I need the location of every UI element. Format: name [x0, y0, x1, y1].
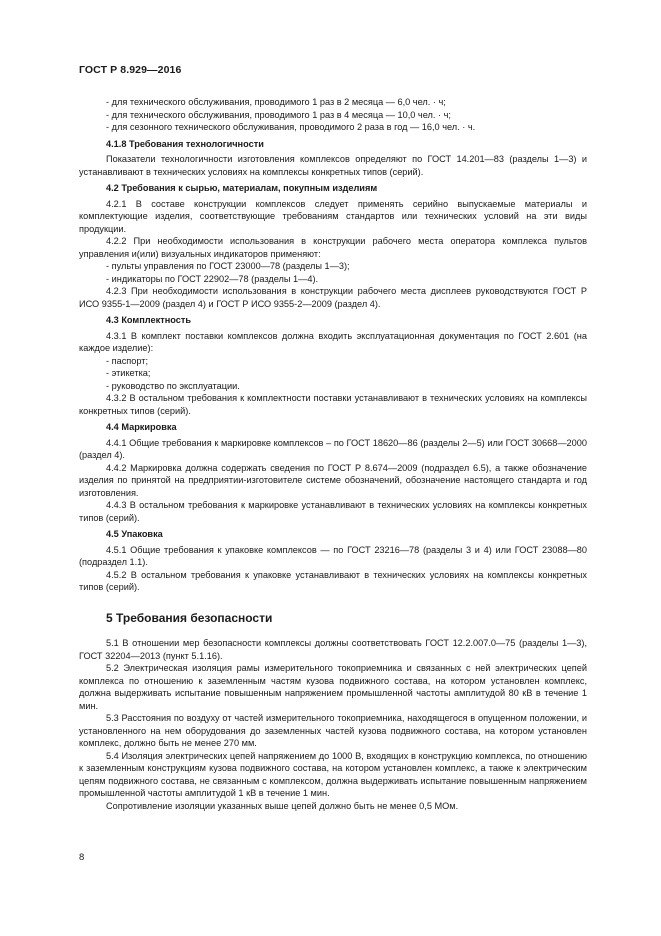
list-item: - для технического обслуживания, проводимого 1 раз в 4 месяца — 10,0 чел. · ч;	[106, 109, 451, 120]
paragraph-4-2-2: 4.2.2 При необходимости использования в конструкции рабочего места оператора комплекса пультов управления и(или) визуальных индикаторов применяют:	[79, 236, 587, 259]
list-item: - для сезонного технического обслуживания, проводимого 2 раза в год — 16,0 чел. · ч.	[106, 122, 476, 132]
paragraph-4-5-2: 4.5.2 В остальном требования к упаковке устанавливают в технических условиях на комплексы конкретных типов (серий).	[79, 569, 587, 592]
list-item: - паспорт;	[106, 355, 149, 366]
paragraph-4-2-3: 4.2.3 При необходимости использования в конструкции рабочего места дисплеев руководствуются ГОСТ Р ИСО 9355-1—2009 (раздел 4) и ГОСТ Р ИСО 9355-2—2009 (раздел 4).	[79, 286, 587, 309]
paragraph-5-4: 5.4 Изоляция электрических цепей напряжением до 1000 В, входящих в конструкцию комплекса, по отношению к заземленным конструкциям кузова подвижного состава, на котором установлен комплекс, а также к электрическим цепям подвижного состава, не связанным с комплексом, должна выдерживать испытание повышенным напряжением промышленной частоты амплитудой 1 кВ в течение 1 мин.	[79, 750, 587, 798]
paragraph-4-4-3: 4.4.3 В остальном требования к маркировке устанавливают в технических условиях на комплексы конкретных типов (серий).	[79, 500, 587, 523]
paragraph-5-1: 5.1 В отношении мер безопасности комплексы должны соответствовать ГОСТ 12.2.007.0—75 (разделы 1—3), ГОСТ 32204—2013 (пункт 5.1.16).	[79, 638, 587, 661]
paragraph-5-4-b: Сопротивление изоляции указанных выше цепей должно быть не менее 0,5 МОм.	[106, 800, 459, 811]
paragraph-4-3-2: 4.3.2 В остальном требования к комплектности поставки устанавливают в технических условиях на комплексы конкретных типов (серий).	[79, 393, 587, 416]
section-heading-4-2: 4.2 Требования к сырью, материалам, покупным изделиям	[106, 183, 378, 193]
paragraph-4-3-1: 4.3.1 В комплект поставки комплексов должна входить эксплуатационная документация по ГОСТ 2.601 (на каждое изделие):	[79, 330, 587, 353]
section-heading-4-4: 4.4 Маркировка	[106, 422, 177, 432]
paragraph-4-2-1: 4.2.1 В составе конструкции комплексов следует применять серийно выпускаемые материалы и комплектующие изделия, соответствующие требованиям стандартов или технических условий на эти виды продукции.	[79, 198, 587, 234]
list-item: - для технического обслуживания, проводимого 1 раз в 2 месяца — 6,0 чел. · ч;	[106, 97, 446, 107]
paragraph-4-4-2: 4.4.2 Маркировка должна содержать сведения по ГОСТ Р 8.674—2009 (подраздел 6.5), а также обозначение изделия по принятой на предприятии-изготовителе системе обозначений, обозначение настоящего стандарта и год изготовления.	[79, 462, 587, 498]
list-item: - руководство по эксплуатации.	[106, 380, 240, 391]
section-heading-5: 5 Требования безопасности	[106, 610, 273, 625]
page-content	[79, 96, 587, 812]
section-heading-4-1-8: 4.1.8 Требования технологичности	[106, 138, 264, 149]
list-item: - этикетка;	[106, 368, 151, 378]
list-item: - пульты управления по ГОСТ 23000—78 (разделы 1—3);	[106, 261, 350, 271]
paragraph-5-2: 5.2 Электрическая изоляция рамы измерительного токоприемника и связанных с ней электрических цепей комплекса по отношению к заземленным частям кузова подвижного состава, на котором установлен комплекс, должна выдерживать испытание повышенным напряжением промышленной частоты амплитудой 80 кВ в течение 1 мин.	[79, 663, 587, 711]
paragraph-4-1-8: Показатели технологичности изготовления комплексов определяют по ГОСТ 14.201—83 (разделы 1—3) и устанавливают в технических условиях на комплексы конкретных типов (серий).	[79, 154, 587, 177]
paragraph-5-3: 5.3 Расстояния по воздуху от частей измерительного токоприемника, находящегося в опущенном положении, и установленного на нем оборудования до заземленных частей кузова подвижного состава, на котором установлен комплекс, должно быть не менее 270 мм.	[79, 713, 587, 748]
list-item: - индикаторы по ГОСТ 22902—78 (разделы 1—4).	[106, 273, 319, 284]
page-number: 8	[79, 852, 85, 863]
section-heading-4-5: 4.5 Упаковка	[106, 529, 163, 539]
paragraph-4-5-1: 4.5.1 Общие требования к упаковке комплексов — по ГОСТ 23216—78 (разделы 3 и 4) или ГОСТ 23088—80 (подраздел 1.1).	[79, 544, 587, 567]
paragraph-4-4-1: 4.4.1 Общие требования к маркировке комплексов – по ГОСТ 18620—86 (разделы 2—5) или ГОСТ 30668—2000 (раздел 4).	[79, 437, 587, 460]
section-heading-4-3: 4.3 Комплектность	[106, 315, 191, 325]
document-header: ГОСТ Р 8.929—2016	[79, 64, 182, 76]
